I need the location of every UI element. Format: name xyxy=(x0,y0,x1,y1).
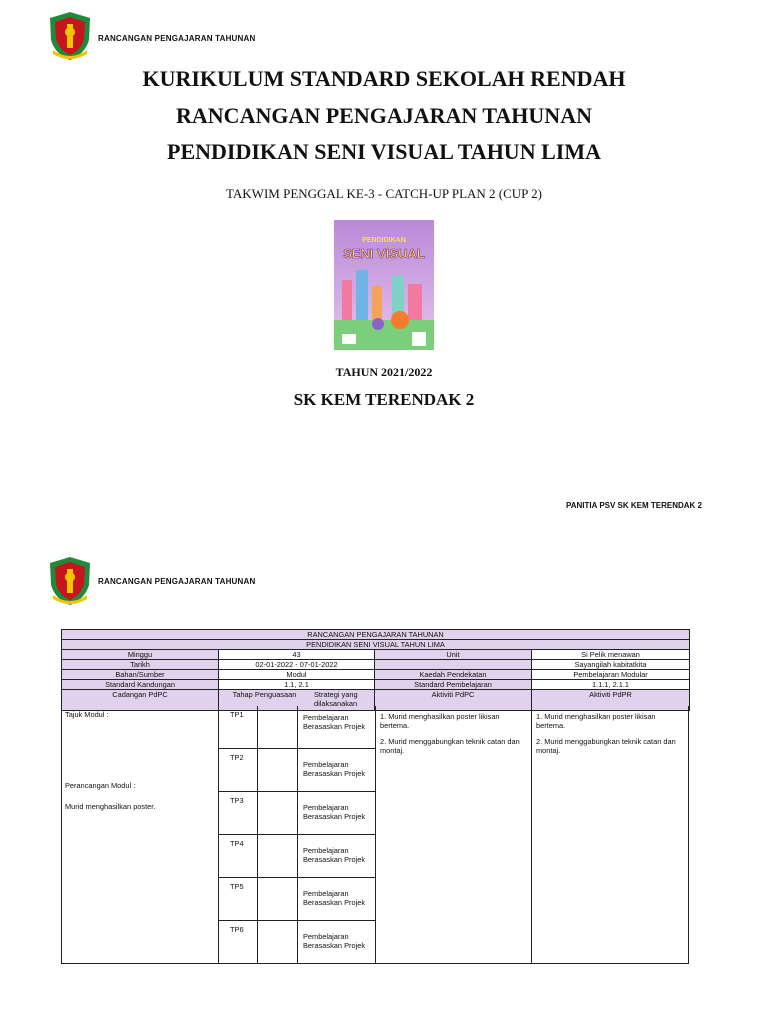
aktiviti-pdpr-column xyxy=(532,706,688,963)
tp-label: TP2 xyxy=(219,749,258,791)
tarikh-label: Tarikh xyxy=(62,660,219,670)
cover-subtitle: TAKWIM PENGGAL KE-3 - CATCH-UP PLAN 2 (CUP 2) xyxy=(226,186,542,201)
list-item xyxy=(219,792,376,835)
table-row xyxy=(62,670,690,680)
list-item xyxy=(219,706,376,749)
pdpc-activity-1: 1. Murid menghasilkan poster likisan bertema. xyxy=(380,712,500,730)
tp-label: TP3 xyxy=(219,792,258,834)
col-aktiviti-pdpc: Aktiviti PdPC xyxy=(375,690,532,711)
tp-label: TP1 xyxy=(219,706,258,748)
col-tahap-penguasaan: Tahap Penguasaan xyxy=(232,690,297,699)
unit-value: Si Pelik menawan xyxy=(532,650,690,660)
tp-label: TP4 xyxy=(219,835,258,877)
kaedah-value: Pembelajaran Modular xyxy=(532,670,690,680)
minggu-value: 43 xyxy=(219,650,375,660)
col-cadangan-pdpc: Cadangan PdPC xyxy=(62,690,219,711)
strategi-text: Pembelajaran Berasaskan Projek xyxy=(303,803,366,821)
tp-label: TP5 xyxy=(219,878,258,920)
col-aktiviti-pdpr: Aktiviti PdPR xyxy=(532,690,690,711)
aktiviti-pdpc-column xyxy=(375,706,532,963)
pdpc-activity-2: 2. Murid menggabungkan teknik catan dan montaj. xyxy=(380,737,520,755)
bahan-value: Modul xyxy=(219,670,375,680)
list-item xyxy=(219,921,376,964)
sp-label: Standard Pembelajaran xyxy=(375,680,532,690)
pdpr-activity-1: 1. Murid menghasilkan poster likisan bertema. xyxy=(536,712,656,730)
table-row xyxy=(62,650,690,660)
unit-label: Unit xyxy=(375,650,532,660)
perancangan-modul-text: Murid menghasilkan poster. xyxy=(65,802,156,811)
table-title-2: PENDIDIKAN SENI VISUAL TAHUN LIMA xyxy=(62,640,690,650)
list-item xyxy=(219,835,376,878)
academic-year: TAHUN 2021/2022 xyxy=(335,365,433,379)
sk-label: Standard Kandungan xyxy=(62,680,219,690)
tp-label: TP6 xyxy=(219,921,258,964)
pdpr-activity-2: 2. Murid menggabungkan teknik catan dan montaj. xyxy=(536,737,676,755)
list-item xyxy=(219,878,376,921)
sk-value: 1.1, 2.1 xyxy=(219,680,375,690)
tp-column xyxy=(219,706,376,963)
school-crest-icon xyxy=(47,10,93,62)
strategi-text: Pembelajaran Berasaskan Projek xyxy=(303,846,366,864)
textbook-cover-image xyxy=(334,220,434,350)
rpt-table xyxy=(61,629,690,711)
table-row xyxy=(62,680,690,690)
sp-value: 1.1.1, 2.1.1 xyxy=(532,680,690,690)
table-row xyxy=(62,660,690,670)
list-item xyxy=(219,749,376,792)
tarikh-value: 02-01-2022 - 07-01-2022 xyxy=(219,660,375,670)
cover-title-rpt: RANCANGAN PENGAJARAN TAHUNAN xyxy=(176,103,592,128)
strategi-text: Pembelajaran Berasaskan Projek xyxy=(303,760,366,778)
book-title-main: SENI VISUAL xyxy=(343,246,425,261)
rpt-body xyxy=(61,706,689,964)
rpt-page xyxy=(0,545,768,1024)
table-title-row xyxy=(62,640,690,650)
school-crest-icon xyxy=(47,555,93,607)
kaedah-label: Kaedah Pendekatan xyxy=(375,670,532,680)
perancangan-modul-label: Perancangan Modul : xyxy=(65,781,136,790)
strategi-text: Pembelajaran Berasaskan Projek xyxy=(303,932,366,950)
table-title-row xyxy=(62,630,690,640)
cadangan-column xyxy=(62,706,219,963)
book-title-top: PENDIDIKAN xyxy=(362,237,406,244)
school-name: SK KEM TERENDAK 2 xyxy=(293,390,475,409)
tajuk-modul-label: Tajuk Modul : xyxy=(65,710,109,719)
minggu-label: Minggu xyxy=(62,650,219,660)
table-title-1: RANCANGAN PENGAJARAN TAHUNAN xyxy=(62,630,690,640)
strategi-text: Pembelajaran Berasaskan Projek xyxy=(303,889,366,907)
page-header-label: RANCANGAN PENGAJARAN TAHUNAN xyxy=(98,34,256,43)
tema-value: Sayangilah kabitatkita xyxy=(532,660,690,670)
bahan-label: Bahan/Sumber xyxy=(62,670,219,680)
cover-title-kurikulum: KURIKULUM STANDARD SEKOLAH RENDAH xyxy=(142,66,626,91)
strategi-text: Pembelajaran Berasaskan Projek xyxy=(303,713,366,731)
col-strategi: Strategi yang dilaksanakan xyxy=(314,690,358,708)
panitia-label: PANITIA PSV SK KEM TERENDAK 2 xyxy=(565,501,702,510)
page-header-label: RANCANGAN PENGAJARAN TAHUNAN xyxy=(98,577,256,586)
cover-title-subject: PENDIDIKAN SENI VISUAL TAHUN LIMA xyxy=(167,139,601,164)
